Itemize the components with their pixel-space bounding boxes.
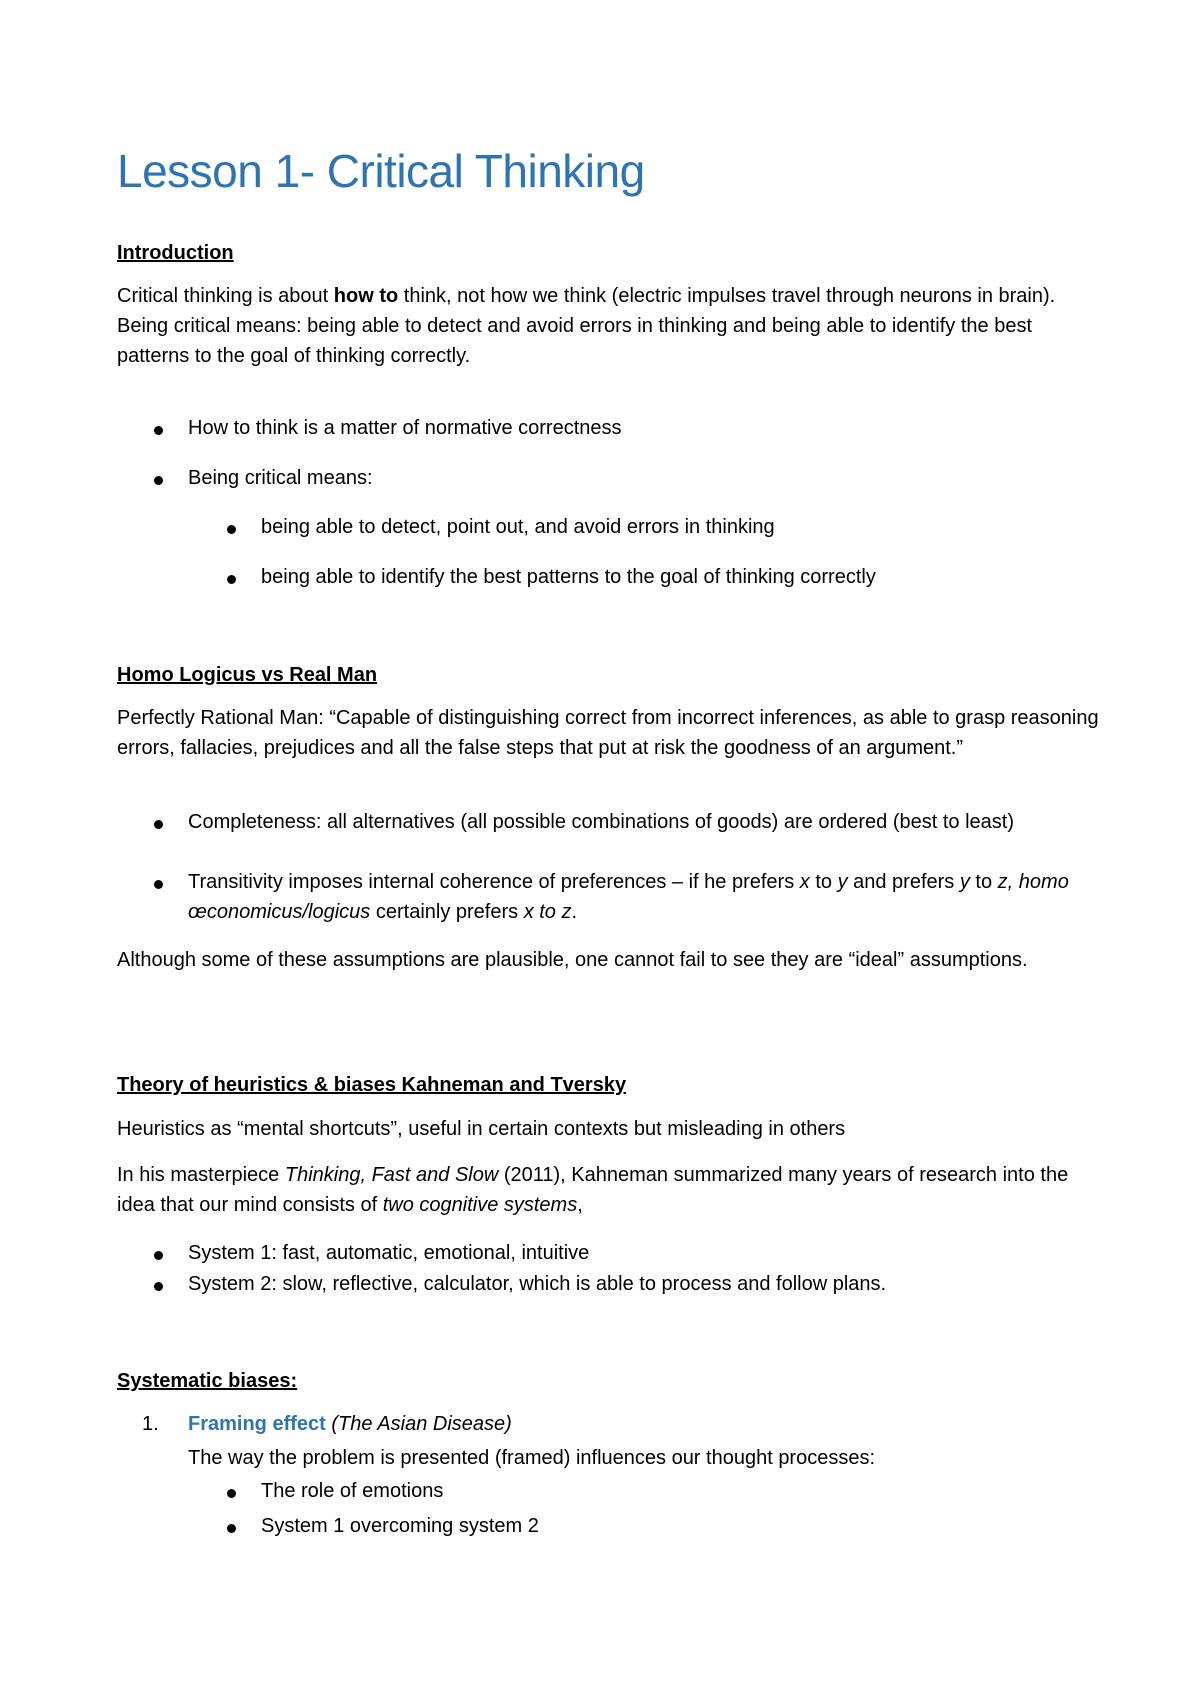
section-heading-homo-logicus: Homo Logicus vs Real Man bbox=[117, 664, 378, 686]
homo-conclusion: Although some of these assumptions are plausible, one cannot fail to see they are “ideal” assumptions. bbox=[117, 949, 1028, 971]
section-heading-theory: Theory of heuristics & biases Kahneman and Tversky bbox=[117, 1074, 627, 1096]
homo-paragraph: Perfectly Rational Man: “Capable of distinguishing correct from incorrect inferences, as able to grasp reasoning errors, fallacies, prejudices and all the false steps that put at risk the goodness of an argument.” bbox=[117, 707, 1099, 759]
bullet-dot-icon bbox=[154, 820, 163, 829]
bullet-dot-icon bbox=[154, 1282, 163, 1291]
list-item: Completeness: all alternatives (all possible combinations of goods) are ordered (best to least) bbox=[188, 811, 1014, 833]
theory-paragraph-1: Heuristics as “mental shortcuts”, useful in certain contexts but misleading in others bbox=[117, 1118, 846, 1140]
numbered-item-title: Framing effect (The Asian Disease) bbox=[188, 1413, 512, 1435]
list-item: Being critical means: bbox=[188, 467, 373, 489]
bullet-dot-icon bbox=[227, 1524, 236, 1533]
list-item: The role of emotions bbox=[261, 1480, 444, 1502]
list-item: System 1 overcoming system 2 bbox=[261, 1515, 539, 1537]
theory-paragraph-2: In his masterpiece Thinking, Fast and Slow (2011), Kahneman summarized many years of research into the idea that our mind consists of two cognitive systems, bbox=[117, 1164, 1069, 1216]
bullet-dot-icon bbox=[227, 1489, 236, 1498]
bullet-dot-icon bbox=[227, 575, 236, 584]
bullet-dot-icon bbox=[154, 1251, 163, 1260]
bullet-dot-icon bbox=[154, 880, 163, 889]
bullet-dot-icon bbox=[227, 525, 236, 534]
list-item: Transitivity imposes internal coherence of preferences – if he prefers x to y and prefers y to z, homo œconomicus/logicus certainly prefers x to z. bbox=[188, 871, 1069, 923]
list-number: 1. bbox=[142, 1413, 159, 1435]
bullet-dot-icon bbox=[154, 426, 163, 435]
section-heading-introduction: Introduction bbox=[117, 242, 234, 264]
list-item: System 1: fast, automatic, emotional, intuitive bbox=[188, 1242, 590, 1264]
numbered-item-description: The way the problem is presented (framed) influences our thought processes: bbox=[188, 1447, 876, 1469]
list-item: How to think is a matter of normative correctness bbox=[188, 417, 622, 439]
page-title: Lesson 1- Critical Thinking bbox=[117, 145, 645, 197]
list-item: being able to identify the best patterns to the goal of thinking correctly bbox=[261, 566, 876, 588]
list-item: System 2: slow, reflective, calculator, which is able to process and follow plans. bbox=[188, 1273, 887, 1295]
intro-paragraph: Critical thinking is about how to think, not how we think (electric impulses travel through neurons in brain). Being critical means: being able to detect and avoid errors in thinking and being able to identify the best patterns to the goal of thinking correctly. bbox=[117, 285, 1056, 367]
section-heading-systematic-biases: Systematic biases: bbox=[117, 1370, 298, 1392]
bullet-dot-icon bbox=[154, 476, 163, 485]
list-item: being able to detect, point out, and avoid errors in thinking bbox=[261, 516, 775, 538]
